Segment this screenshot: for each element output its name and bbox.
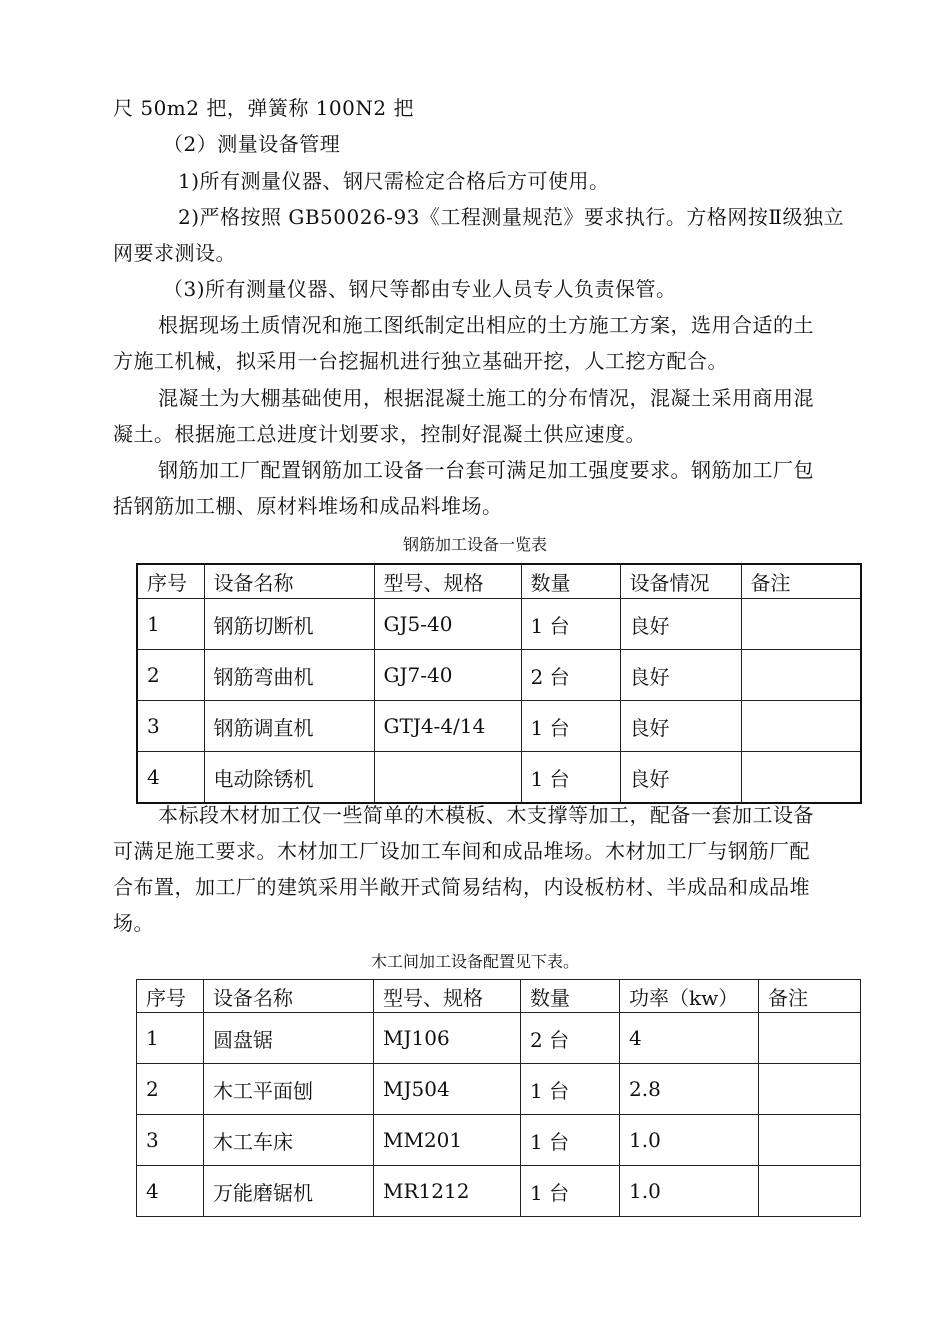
paragraph-line: 网要求测设。 xyxy=(113,241,236,265)
table-cell: 圆盘锯 xyxy=(204,1013,374,1064)
paragraph-line: 钢筋加工厂配置钢筋加工设备一台套可满足加工强度要求。钢筋加工厂包 xyxy=(158,458,814,482)
table-cell: 良好 xyxy=(620,650,741,701)
rebar-equipment-table xyxy=(136,563,862,804)
table1-caption: 钢筋加工设备一览表 xyxy=(402,535,547,554)
paragraph-line: 混凝土为大棚基础使用，根据混凝土施工的分布情况，混凝土采用商用混 xyxy=(158,386,814,410)
table-cell: 1 台 xyxy=(521,1115,620,1166)
table-cell: MJ504 xyxy=(374,1064,521,1115)
woodwork-equipment-table xyxy=(136,979,861,1217)
table-cell: 4 xyxy=(137,752,204,804)
table-row xyxy=(137,650,861,701)
table-cell: 4 xyxy=(137,1166,204,1217)
table-cell xyxy=(741,752,861,804)
table-cell: 1 台 xyxy=(521,599,620,650)
table-cell: 3 xyxy=(137,1115,204,1166)
table-cell: MR1212 xyxy=(374,1166,521,1217)
table-row xyxy=(137,1115,861,1166)
table-row xyxy=(137,599,861,650)
section-heading: （2）测量设备管理 xyxy=(163,132,341,156)
paragraph-line: 根据现场土质情况和施工图纸制定出相应的土方施工方案，选用合适的土 xyxy=(158,313,814,337)
header-cell: 数量 xyxy=(521,980,620,1013)
table-header-row xyxy=(137,980,861,1013)
table-cell xyxy=(374,752,521,804)
paragraph-line: 合布置，加工厂的建筑采用半敞开式简易结构，内设板枋材、半成品和成品堆 xyxy=(113,875,810,899)
paragraph-line: 凝土。根据施工总进度计划要求，控制好混凝土供应速度。 xyxy=(113,422,646,446)
table-cell xyxy=(741,701,861,752)
paragraph-line: 可满足施工要求。木材加工厂设加工车间和成品堆场。木材加工厂与钢筋厂配 xyxy=(113,839,810,863)
header-cell: 序号 xyxy=(137,980,204,1013)
header-cell: 型号、规格 xyxy=(374,564,521,599)
list-item: 2)严格按照 GB50026-93《工程测量规范》要求执行。方格网按Ⅱ级独立 xyxy=(178,205,844,229)
table-cell: 1 台 xyxy=(521,1166,620,1217)
table-cell: 良好 xyxy=(620,701,741,752)
table-cell: GJ7-40 xyxy=(374,650,521,701)
table-cell: 2 台 xyxy=(521,650,620,701)
header-cell: 备注 xyxy=(759,980,861,1013)
list-item: 1)所有测量仪器、钢尺需检定合格后方可使用。 xyxy=(178,169,610,193)
header-cell: 设备情况 xyxy=(620,564,741,599)
table-cell: 1 xyxy=(137,1013,204,1064)
table-cell: GTJ4-4/14 xyxy=(374,701,521,752)
paragraph-line: 场。 xyxy=(113,911,154,935)
table-cell: 1 台 xyxy=(521,1064,620,1115)
table2-caption: 木工间加工设备配置见下表。 xyxy=(370,952,579,971)
table-cell: 木工平面刨 xyxy=(204,1064,374,1115)
table-cell xyxy=(759,1166,861,1217)
table-cell xyxy=(741,599,861,650)
table-cell: GJ5-40 xyxy=(374,599,521,650)
table-row xyxy=(137,701,861,752)
table-row xyxy=(137,1166,861,1217)
table-cell: 1 xyxy=(137,599,204,650)
table-cell: 良好 xyxy=(620,752,741,804)
header-cell: 备注 xyxy=(741,564,861,599)
table-cell: 1.0 xyxy=(620,1166,759,1217)
header-cell: 设备名称 xyxy=(204,564,374,599)
table-cell xyxy=(759,1115,861,1166)
table-row xyxy=(137,752,861,804)
table-cell: MM201 xyxy=(374,1115,521,1166)
table-header-row xyxy=(137,564,861,599)
paragraph-line: 尺 50m2 把，弹簧称 100N2 把 xyxy=(113,96,414,120)
table-cell: 木工车床 xyxy=(204,1115,374,1166)
table-cell: 2.8 xyxy=(620,1064,759,1115)
paragraph-line: 方施工机械，拟采用一台挖掘机进行独立基础开挖，人工挖方配合。 xyxy=(113,349,728,373)
header-cell: 设备名称 xyxy=(204,980,374,1013)
table-cell: 钢筋切断机 xyxy=(204,599,374,650)
table-cell: 3 xyxy=(137,701,204,752)
table-cell: 良好 xyxy=(620,599,741,650)
header-cell: 型号、规格 xyxy=(374,980,521,1013)
table-cell: MJ106 xyxy=(374,1013,521,1064)
header-cell: 功率（kw） xyxy=(620,980,759,1013)
table-cell: 4 xyxy=(620,1013,759,1064)
header-cell: 数量 xyxy=(521,564,620,599)
table-cell: 2 台 xyxy=(521,1013,620,1064)
table-cell: 2 xyxy=(137,1064,204,1115)
table-cell xyxy=(759,1013,861,1064)
table-cell: 1.0 xyxy=(620,1115,759,1166)
table-row xyxy=(137,1013,861,1064)
section-heading: （3)所有测量仪器、钢尺等都由专业人员专人负责保管。 xyxy=(163,277,677,301)
table-row xyxy=(137,1064,861,1115)
table-cell xyxy=(759,1064,861,1115)
header-cell: 序号 xyxy=(137,564,204,599)
table-cell: 1 台 xyxy=(521,752,620,804)
table-cell xyxy=(741,650,861,701)
table-cell: 钢筋弯曲机 xyxy=(204,650,374,701)
table-cell: 钢筋调直机 xyxy=(204,701,374,752)
paragraph-line: 括钢筋加工棚、原材料堆场和成品料堆场。 xyxy=(113,494,503,518)
table-cell: 2 xyxy=(137,650,204,701)
paragraph-line: 本标段木材加工仅一些简单的木模板、木支撑等加工，配备一套加工设备 xyxy=(158,803,814,827)
table-cell: 电动除锈机 xyxy=(204,752,374,804)
table-cell: 万能磨锯机 xyxy=(204,1166,374,1217)
table-cell: 1 台 xyxy=(521,701,620,752)
